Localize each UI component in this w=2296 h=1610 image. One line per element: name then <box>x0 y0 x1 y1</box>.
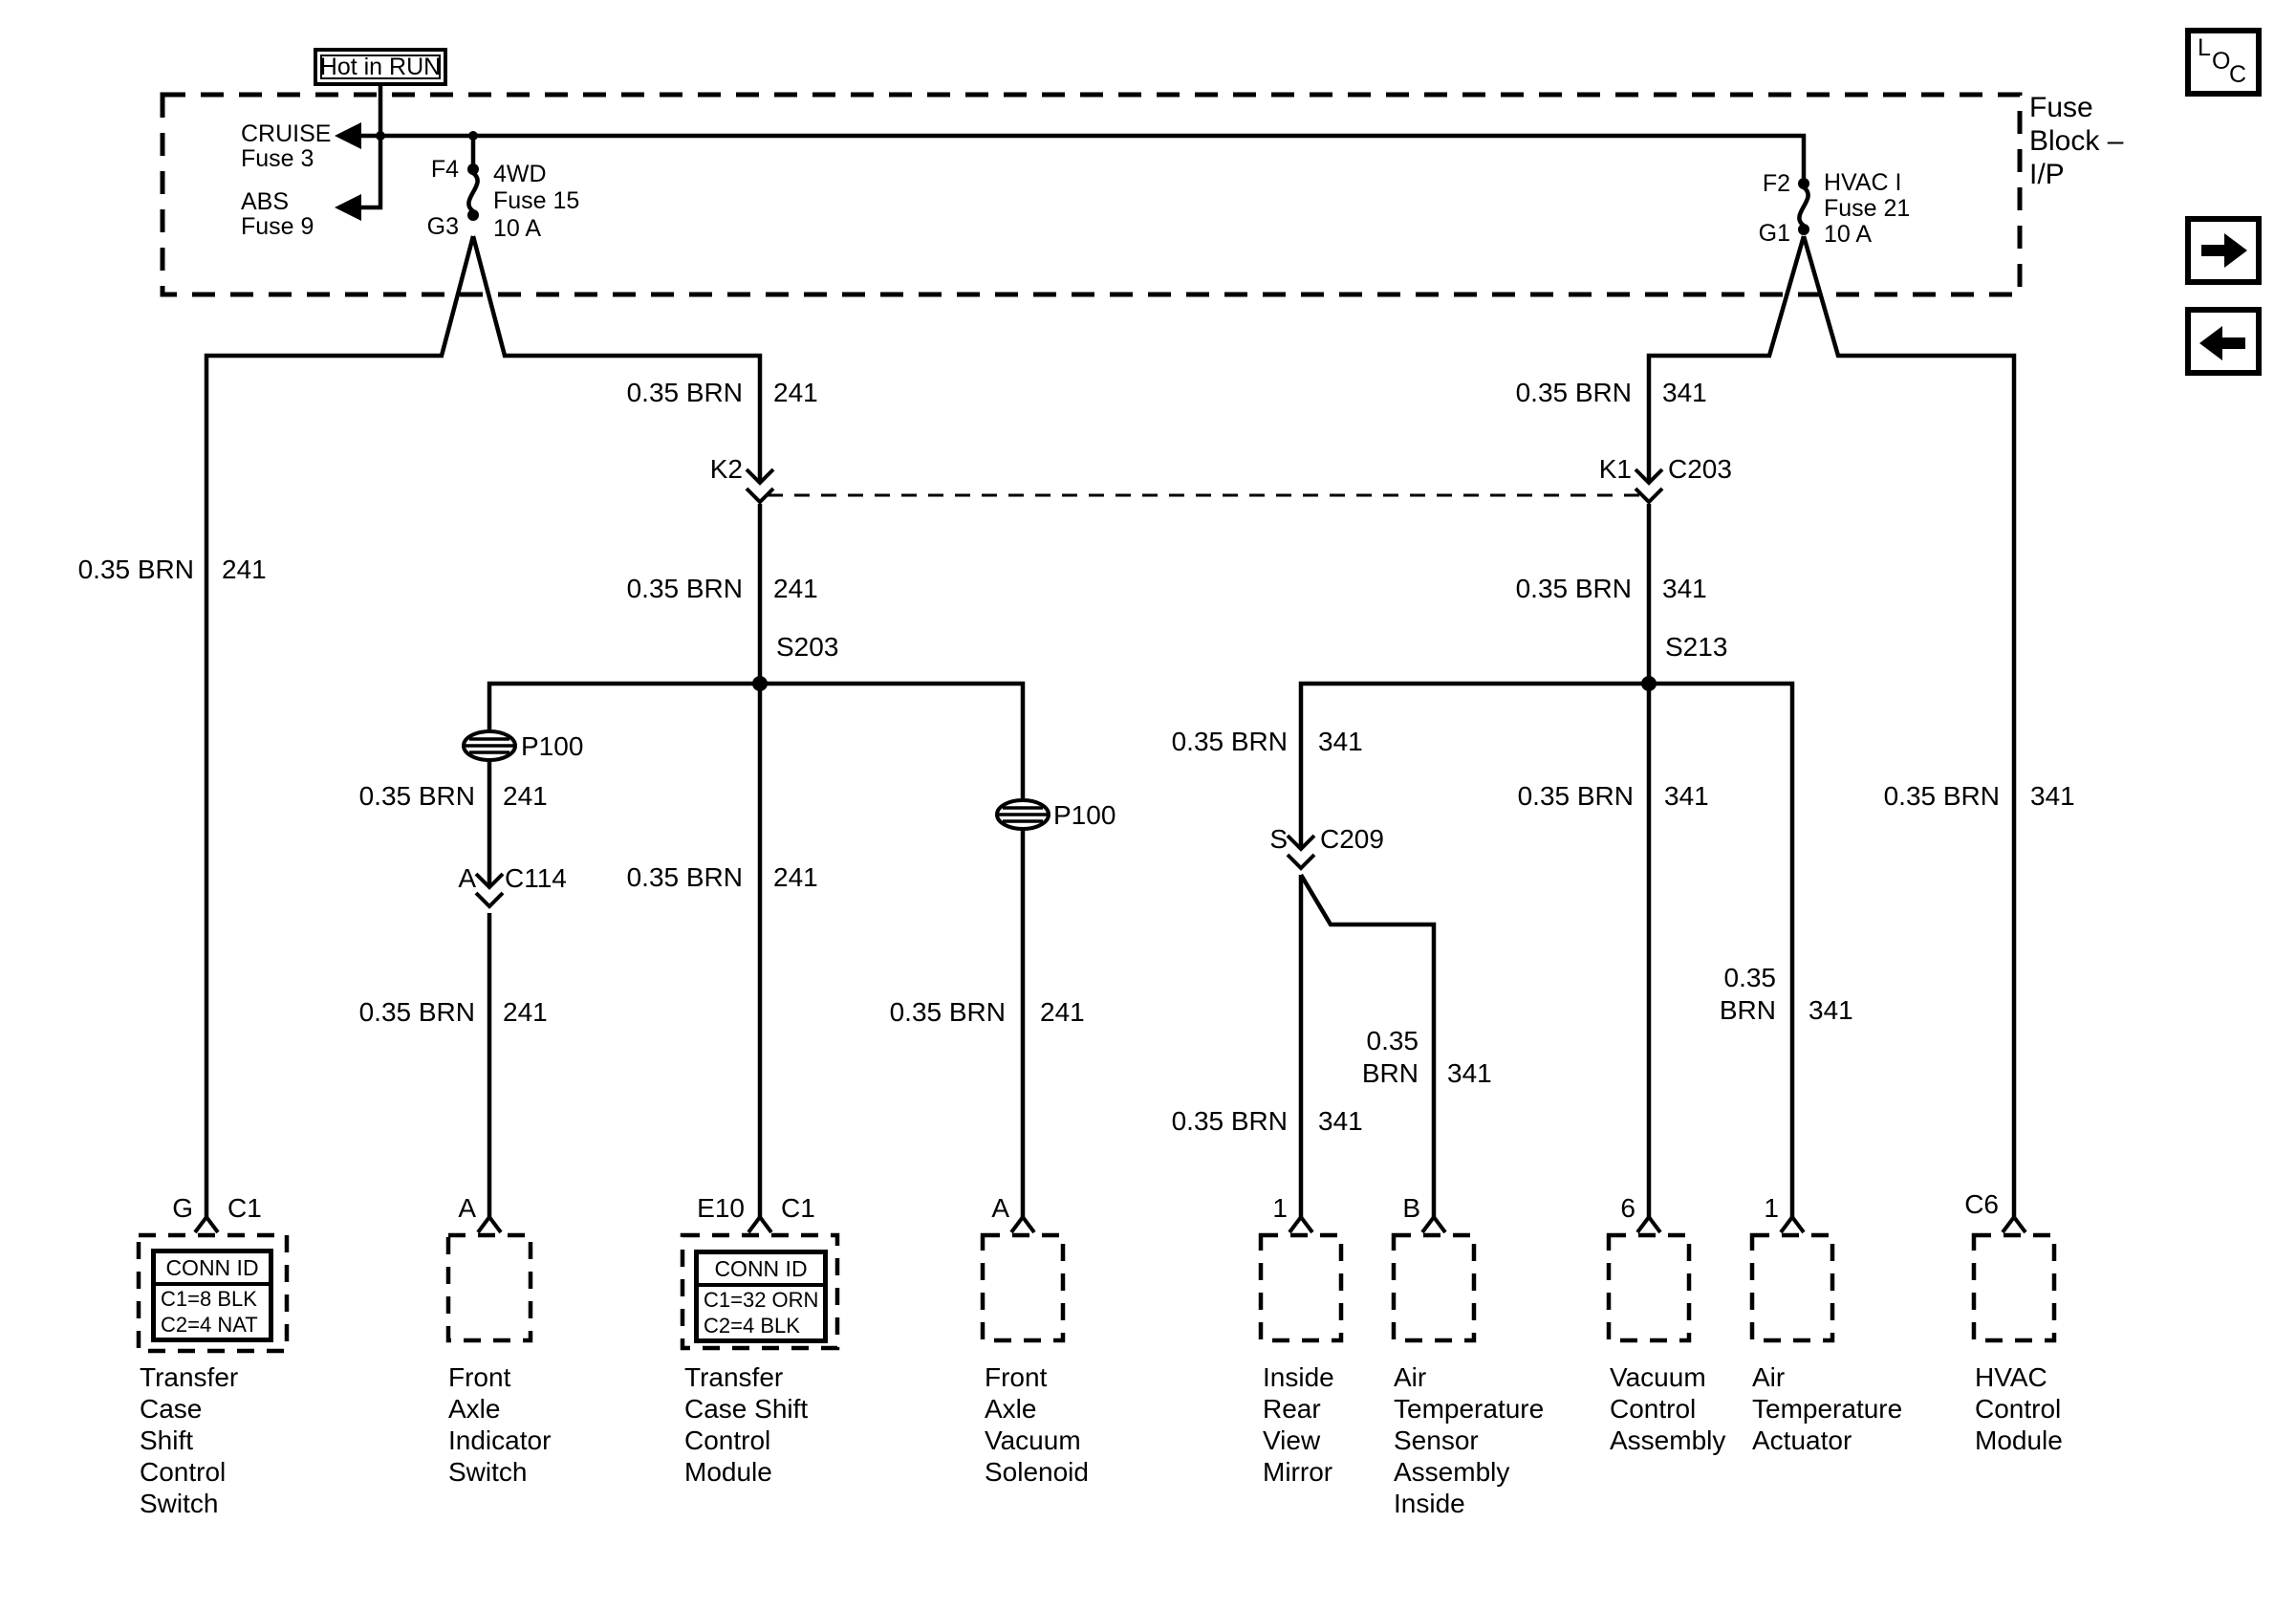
fuse15-name: 4WD <box>493 161 547 187</box>
nav-forward-button[interactable] <box>2188 219 2259 282</box>
fuse15-pin-top: F4 <box>430 156 459 183</box>
wire-label-gauge: 0.35 BRN <box>1883 781 2000 811</box>
conn-id-row: C2=4 BLK <box>704 1314 800 1338</box>
c203-connector-label: C203 <box>1668 454 1732 484</box>
wire-label-gauge: 0.35 BRN <box>1171 1106 1288 1136</box>
wire-label-color: BRN <box>1361 1058 1419 1088</box>
cruise-fuse-label: Fuse 3 <box>241 145 314 172</box>
wires <box>206 84 2014 1217</box>
c209-pin-label: S <box>1269 824 1288 854</box>
wire-label-circuit: 341 <box>1662 378 1707 407</box>
fuse21-pin-top: F2 <box>1762 170 1790 197</box>
c209-connector-label: C209 <box>1320 824 1384 854</box>
inline-connector-chevrons <box>476 469 1662 906</box>
component-name: Transfer Case Shift Control Switch <box>140 1362 239 1518</box>
fuse21-number: Fuse 21 <box>1824 195 1911 222</box>
component-pin-label: C1 <box>781 1193 815 1223</box>
loc-letter-l[interactable]: L <box>2198 34 2211 61</box>
fuse21-name: HVAC I <box>1824 169 1902 196</box>
component-pin-label: C1 <box>227 1193 262 1223</box>
fuse-block-title: Fuse Block – I/P <box>2029 92 2124 190</box>
wire-label-circuit: 241 <box>222 555 267 584</box>
p100-grommet-left-icon <box>464 731 515 760</box>
abs-feed-label: ABS <box>241 188 290 215</box>
wire-label-gauge: 0.35 BRN <box>626 862 743 892</box>
wire-label-gauge: 0.35 BRN <box>1517 781 1634 811</box>
wire-label-circuit: 341 <box>1662 574 1707 603</box>
conn-id-header: CONN ID <box>699 1254 823 1287</box>
component-pin-label: B <box>1402 1193 1420 1223</box>
wire-label-circuit: 341 <box>1447 1058 1492 1088</box>
hot-in-run-label: Hot in RUN <box>319 53 442 80</box>
fuse15-number: Fuse 15 <box>493 187 580 214</box>
wire-label-gauge: 0.35 BRN <box>1171 727 1288 756</box>
wire-label-gauge: 0.35 BRN <box>77 555 194 584</box>
p100-label: P100 <box>521 731 584 761</box>
wire-label-circuit: 341 <box>1318 1106 1363 1136</box>
fuse15-pin-bottom: G3 <box>426 213 459 240</box>
wire-label-circuit: 241 <box>773 574 818 603</box>
loc-letter-o[interactable]: O <box>2212 48 2231 75</box>
component-name: Inside Rear View Mirror <box>1263 1362 1334 1487</box>
component-pin-label: 6 <box>1620 1193 1635 1223</box>
wire-label-circuit: 241 <box>503 781 548 811</box>
wire-label-gauge: 0.35 BRN <box>1515 378 1632 407</box>
component-pin-label: G <box>172 1193 193 1223</box>
component-name: Air Temperature Sensor Assembly Inside <box>1394 1362 1545 1518</box>
wire-label-gauge: 0.35 BRN <box>358 997 475 1027</box>
wire-label-gauge: 0.35 <box>1366 1026 1419 1055</box>
wire-label-circuit: 341 <box>1318 727 1363 756</box>
splice-s213-dot <box>1641 676 1657 691</box>
conn-id-row: C1=32 ORN <box>704 1288 819 1312</box>
cruise-feed-label: CRUISE <box>241 120 332 147</box>
k2-connector-label: K2 <box>709 454 743 484</box>
component-name: Air Temperature Actuator <box>1752 1362 1903 1455</box>
wire-label-circuit: 241 <box>1040 997 1085 1027</box>
component-pin-label: 1 <box>1272 1193 1288 1223</box>
wire-label-circuit: 241 <box>773 862 818 892</box>
wire-label-gauge: 0.35 BRN <box>1515 574 1632 603</box>
loc-letter-c[interactable]: C <box>2229 61 2247 88</box>
component-pin-label: E10 <box>697 1193 745 1223</box>
k1-connector-label: K1 <box>1598 454 1632 484</box>
wire-label-circuit: 341 <box>2030 781 2075 811</box>
component-name: Vacuum Control Assembly <box>1610 1362 1726 1455</box>
s213-splice-label: S213 <box>1665 632 1728 662</box>
conn-id-table <box>151 1249 273 1342</box>
component-name: Transfer Case Shift Control Module <box>684 1362 809 1487</box>
wire-label-gauge: 0.35 <box>1723 963 1776 992</box>
abs-feed-arrow-icon <box>335 194 361 221</box>
nav-back-button[interactable] <box>2188 310 2259 373</box>
fuse21-pin-bottom: G1 <box>1758 220 1790 247</box>
component-pin-label: A <box>458 1193 476 1223</box>
conn-id-table <box>694 1250 828 1343</box>
wire-label-circuit: 241 <box>773 378 818 407</box>
wire-label-gauge: 0.35 BRN <box>626 378 743 407</box>
wire-label-circuit: 241 <box>503 997 548 1027</box>
component-name: Front Axle Indicator Switch <box>448 1362 552 1487</box>
cruise-feed-arrow-icon <box>335 122 361 149</box>
component-pin-label: C6 <box>1964 1189 1999 1219</box>
fuse-block-outline <box>162 95 2020 294</box>
conn-id-row: C2=4 NAT <box>161 1313 258 1337</box>
fuse21-amps: 10 A <box>1824 221 1873 248</box>
component-name: HVAC Control Module <box>1975 1362 2063 1455</box>
wire-label-circuit: 341 <box>1809 995 1853 1025</box>
hot-in-run-box <box>314 48 447 86</box>
fuse15-amps: 10 A <box>493 215 542 242</box>
c114-connector-label: C114 <box>505 863 567 893</box>
conn-id-header: CONN ID <box>156 1253 269 1286</box>
component-pin-label: 1 <box>1764 1193 1779 1223</box>
junction-dots <box>376 131 1809 691</box>
wire-label-gauge: 0.35 BRN <box>358 781 475 811</box>
wire-label-circuit: 341 <box>1664 781 1709 811</box>
p100-grommet-right-icon <box>997 800 1049 829</box>
c114-pin-label: A <box>458 863 476 893</box>
component-boxes <box>139 1235 2054 1351</box>
abs-fuse-label: Fuse 9 <box>241 213 314 240</box>
wire-label-color: BRN <box>1719 995 1776 1025</box>
s203-splice-label: S203 <box>776 632 839 662</box>
splice-s203-dot <box>752 676 768 691</box>
p100-label: P100 <box>1053 800 1116 830</box>
conn-id-row: C1=8 BLK <box>161 1287 257 1311</box>
wire-label-gauge: 0.35 BRN <box>889 997 1006 1027</box>
wire-label-gauge: 0.35 BRN <box>626 574 743 603</box>
component-pin-label: A <box>991 1193 1009 1223</box>
component-name: Front Axle Vacuum Solenoid <box>985 1362 1089 1487</box>
feed-arrows <box>335 122 361 221</box>
